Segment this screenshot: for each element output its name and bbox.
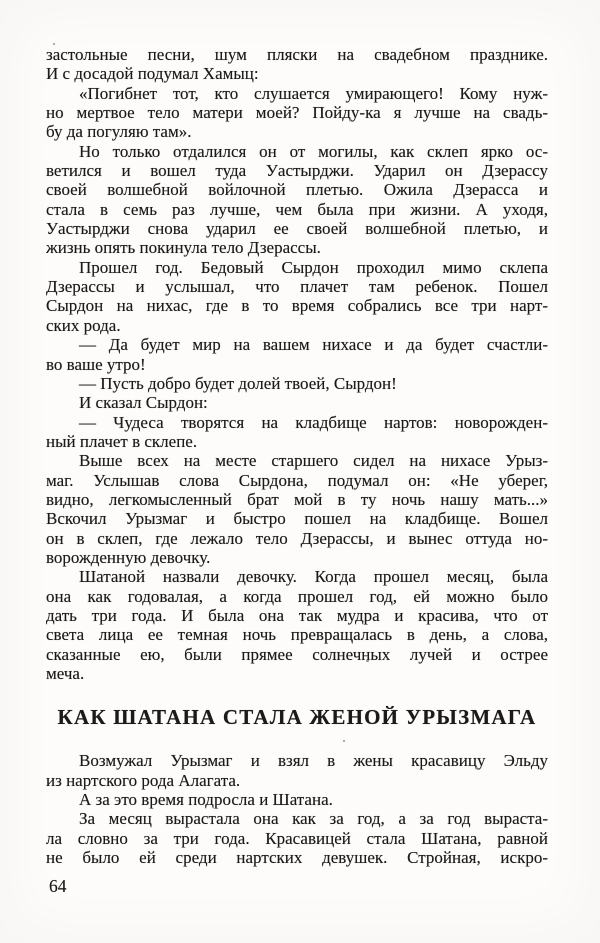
text-line: ла словно за три года. Красавицей стала Шатана, равной [46, 828, 548, 848]
text-line: Шатаной назвали девочку. Когда прошел месяц, была [79, 567, 548, 587]
text-line: Прошел год. Бедовый Сырдон проходил мимо склепа [79, 257, 548, 277]
text-line: ских рода. [46, 315, 121, 335]
chapter-heading: КАК ШАТАНА СТАЛА ЖЕНОЙ УРЫЗМАГА [57, 705, 537, 730]
text-line: из нартского рода Алагата. [46, 770, 241, 790]
text-line: стала в семь раз лучше, чем была при жизни. А уходя, [46, 199, 548, 219]
text-line: бу да погуляю там». [46, 122, 192, 142]
text-line: но мертвое тело матери моей? Пойду-ка я лучше на свадь- [46, 103, 548, 123]
text-line: И с досадой подумал Хамыц: [46, 64, 259, 84]
text-line: своей волшебной войлочной плетью. Ожила Дзерасса и [46, 180, 548, 200]
text-line: меча. [46, 664, 85, 683]
text-line: застольные песни, шум пляски на свадебном празднике. [46, 45, 548, 64]
text-line: во ваше утро! [46, 354, 146, 374]
text-line: видно, легкомысленный брат мой в ту ночь нашу мать...» [46, 489, 548, 509]
text-line: Но только отдалился он от могилы, как склеп ярко ос- [79, 141, 548, 161]
text-line: Выше всех на месте старшего сидел на нихасе Урыз- [79, 451, 548, 471]
text-line: — Чудеса творятся на кладбище нартов: новорожден- [79, 412, 548, 432]
page-number: 64 [49, 876, 67, 896]
text-line: ный плачет в склепе. [46, 431, 198, 451]
text-line: — Пусть добро будет долей твоей, Сырдон! [79, 373, 397, 393]
text-line: она как годовалая, а когда прошел год, ей можно было [46, 586, 548, 606]
body-text-upper [46, 45, 548, 683]
text-line: Уастырджи снова ударил ее своей волшебной плетью, и [46, 219, 548, 239]
text-line: Вскочил Урызмаг и быстро пошел на кладбище. Вошел [46, 509, 548, 529]
text-line: Сырдон на нихас, где в то время собрались все три нарт- [46, 296, 548, 316]
text-line: маг. Услышав слова Сырдона, подумал он: «Не уберег, [46, 470, 548, 490]
text-line: Дзерассы и услышал, что плачет там ребенок. Пошел [46, 277, 548, 297]
text-line: Возмужал Урызмаг и взял в жены красавицу Эльду [79, 751, 548, 771]
text-line: И сказал Сырдон: [79, 393, 208, 413]
text-line: ветился и вошел туда Уастырджи. Ударил он Дзерассу [46, 161, 548, 181]
text-line: жизнь опять покинула тело Дзерассы. [46, 238, 321, 258]
text-line: сказанные ею, были прямее солнечных лучей и острее [46, 644, 548, 664]
text-line: А за это время подросла и Шатана. [79, 790, 333, 810]
text-line: За месяц вырастала она как за год, а за год выраста- [79, 809, 548, 829]
page-text-block [46, 45, 548, 867]
text-line: ворожденную девочку. [46, 547, 211, 567]
text-line: не было ей среди нартских девушек. Стройная, искро- [46, 848, 548, 868]
text-line: он в склеп, где лежало тело Дзерассы, и вынес оттуда но- [46, 528, 548, 548]
text-line: «Погибнет тот, кто слушается умирающего! Кому нуж- [79, 83, 548, 103]
text-line: света лица ее темная ночь превращалась в день, а слова, [46, 625, 548, 645]
text-line: — Да будет мир на вашем нихасе и да будет счастли- [79, 335, 548, 355]
body-text-lower [46, 751, 548, 867]
text-line: дать три года. И была она так мудра и красива, что от [46, 605, 548, 625]
